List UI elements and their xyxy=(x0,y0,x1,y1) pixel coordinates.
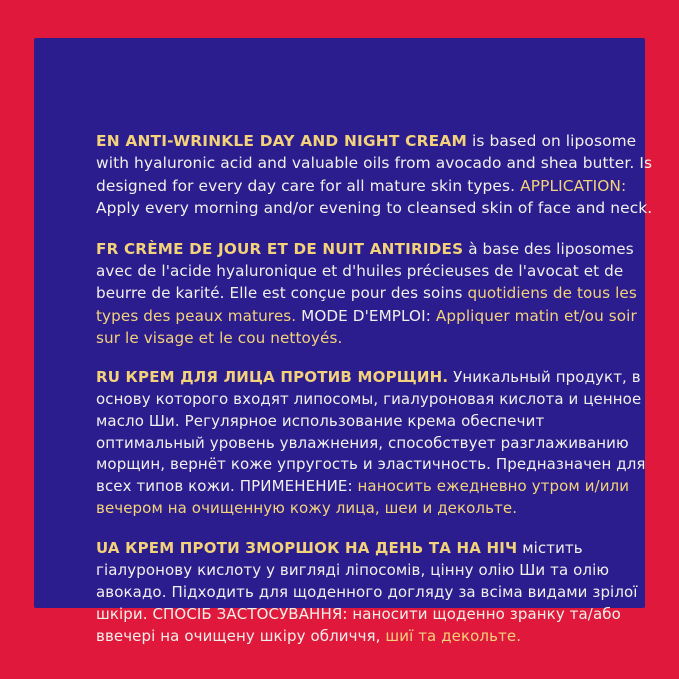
body-ru-1: Уникальный продукт, в основу которого входят липосомы, гиалуроновая кислота и ценное масло Ши. Регулярное использование крема обеспечит оптимальный уровень увлажнения, способствует разглаживанию морщин, вернёт коже упругость и эластичность. Предназначен для всех типов кожи. ПРИМЕНЕНИЕ: xyxy=(96,367,646,496)
highlight-fr-1: quotidiens de tous les types des peaux matures. xyxy=(96,284,637,325)
highlight-fr-2: Appliquer matin et/ou soir sur le visage et le cou nettoyés. xyxy=(96,306,637,347)
paragraph-ru xyxy=(96,367,656,520)
section-fr xyxy=(96,238,656,349)
body-en-2: Apply every morning and/or evening to cleansed skin of face and neck. xyxy=(96,199,653,218)
label-text-container xyxy=(96,130,656,645)
body-fr-2: MODE D'EMPLOI: xyxy=(296,306,436,325)
section-ru xyxy=(96,367,656,520)
heading-fr: FR CRÈME DE JOUR ET DE NUIT ANTIRIDES xyxy=(96,239,464,258)
highlight-ua-1: шиї та декольте. xyxy=(385,626,522,645)
paragraph-fr xyxy=(96,238,656,349)
body-fr-1: à base des liposomes avec de l'acide hyaluronique et d'huiles précieuses de l'avocat et de beurre de karité. Elle est conçue pour des soins xyxy=(96,239,634,303)
body-en-1: is based on liposome with hyaluronic acid and valuable oils from avocado and shea butter. Is designed for every day care for all mature skin types. xyxy=(96,132,653,195)
heading-ua-accent: ТА НА НІЧ xyxy=(428,539,518,558)
label-panel xyxy=(34,38,653,645)
paragraph-en xyxy=(96,130,656,220)
heading-ru: RU КРЕМ ДЛЯ ЛИЦА ПРОТИВ МОРЩИН. xyxy=(96,367,449,386)
heading-en: EN ANTI-WRINKLE DAY AND NIGHT CREAM xyxy=(96,132,468,150)
section-en xyxy=(96,130,656,220)
highlight-en-1: APPLICATION: xyxy=(520,176,627,195)
heading-ua: UA КРЕМ ПРОТИ ЗМОРШОК НА ДЕНЬ xyxy=(96,539,429,558)
paragraph-ua xyxy=(96,538,656,647)
section-ua xyxy=(96,538,656,647)
highlight-ru-1: наносить ежедневно утром и/или вечером на очищенную кожу лица, шеи и декольте. xyxy=(96,477,630,518)
body-ua-1: містить гіалуронову кислоту у вигляді ліпосомів, цінну олію Ши та олію авокадо. Підходить для щоденного догляду за всіма видами зрілої шкіри. СПОСІБ ЗАСТОСУВАННЯ: наносити щоденно зранку та/або ввечері на очищену шкіру обличчя, xyxy=(96,539,638,645)
